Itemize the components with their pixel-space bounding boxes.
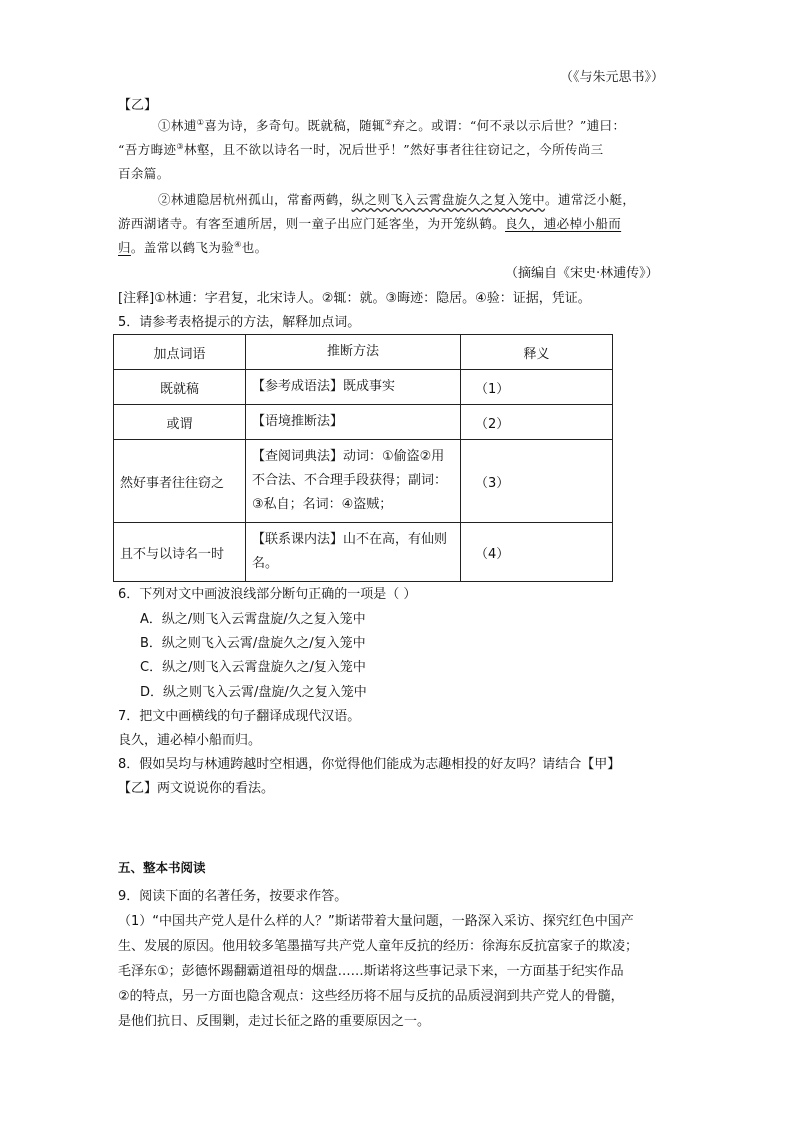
passage-line (158, 116, 625, 134)
question-9-text: （1）“中国共产党人是什么样的人？”斯诺带着大量问题，一路深入采访、探究红色中国产 (118, 914, 634, 929)
method-cell: 【参考成语法】既成事实 (246, 370, 461, 405)
answer-cell: （4） (461, 523, 613, 582)
passage-line: 百余篇。 (118, 166, 170, 181)
passage-line (158, 190, 635, 208)
header-cell: 推断方法 (246, 335, 461, 370)
question-8-cont: 【乙】两文说说你的看法。 (118, 781, 275, 796)
notes: [注释]①林逋：字君复，北宋诗人。②辄：就。③晦迹：隐居。④验：证据，凭证。 (118, 291, 591, 306)
answer-cell: （2） (461, 405, 613, 440)
table-row (114, 440, 613, 523)
text: ②林逋隐居杭州孤山，常畜两鹤， (158, 192, 352, 207)
question-7: 7．把文中画横线的句子翻译成现代汉语。 (118, 709, 361, 724)
table-row (114, 405, 613, 440)
underlined-text: 归 (118, 240, 131, 255)
table-row (114, 370, 613, 405)
option-a: A．纵之/则飞入云霄盘旋/久之复入笼中 (140, 612, 366, 627)
table-row (114, 523, 613, 582)
source-bottom: （摘编自《宋史·林逋传》） (505, 266, 659, 281)
answer-cell: （1） (461, 370, 613, 405)
option-b: B．纵之则飞入云霄/盘旋久之/复入笼中 (140, 636, 366, 651)
word-cell: 或谓 (114, 405, 246, 440)
note-mark: ④ (234, 239, 242, 249)
header-cell: 释义 (461, 335, 613, 370)
note-mark: ③ (176, 141, 184, 151)
note-mark: ① (196, 117, 205, 127)
question-7-sentence: 良久，逋必棹小船而归。 (118, 733, 262, 748)
wavy-underlined-text: 纵之则飞入云霄盘旋久之复入笼中 (351, 192, 546, 207)
source-top: （《与朱元思书》） (560, 70, 665, 85)
question-9-text: 生、发展的原因。他用较多笔墨描写共产党人童年反抗的经历：徐海东反抗富家子的欺凌； (118, 939, 639, 954)
method-cell: 【语境推断法】 (246, 405, 461, 440)
option-c: C．纵之/则飞入云霄盘旋久之/复入笼中 (140, 660, 366, 675)
word-cell: 然好事者往往窃之 (114, 440, 246, 523)
method-table (113, 334, 613, 582)
answer-cell: （3） (461, 440, 613, 523)
text: 也。 (241, 240, 268, 255)
question-9-text: 是他们抗日、反围剿，走过长征之路的重要原因之一。 (118, 1014, 431, 1029)
option-d: D．纵之则飞入云霄/盘旋/久之复入笼中 (140, 685, 367, 700)
table-header-row (114, 335, 613, 370)
question-9-text: 毛泽东①；彭德怀踢翻霸道祖母的烟盘……斯诺将这些事记录下来，一方面基于纪实作品 (118, 964, 624, 979)
underlined-text: 良久，逋必棹小船而 (505, 216, 622, 231)
word-cell: 且不与以诗名一时 (114, 523, 246, 582)
passage-line (118, 238, 268, 256)
question-9: 9．阅读下面的名著任务，按要求作答。 (118, 889, 348, 904)
method-cell: 【查阅词典法】动词：①偷盗②用不合法、不合理手段获得；副词：③私自；名词：④盗贼； (246, 440, 461, 523)
question-5: 5．请参考表格提示的方法，解释加点词。 (118, 315, 361, 330)
text: “吾方晦迹 (118, 142, 177, 157)
question-6: 6．下列对文中画波浪线部分断句正确的一项是（ ） (118, 587, 417, 602)
question-8: 8．假如吴均与林逋跨越时空相遇，你觉得他们能成为志趣相投的好友吗？请结合【甲】 (118, 757, 621, 772)
passage-line (118, 140, 604, 158)
word-cell: 既就稿 (114, 370, 246, 405)
passage-line (118, 214, 621, 232)
text: ①林逋 (158, 118, 197, 133)
text: 弃之。或谓：“何不录以示后世？”逋曰： (392, 118, 626, 133)
method-cell: 【联系课内法】山不在高，有仙则名。 (246, 523, 461, 582)
text: 。逋常泛小艇， (545, 192, 636, 207)
text: 游西湖诸寺。有客至逋所居，则一童子出应门延客坐，为开笼纵鹤。 (118, 216, 506, 231)
yi-label: 【乙】 (118, 98, 158, 113)
text: 林壑，且不欲以诗名一时，况后世乎！”然好事者往往窃记之，今所传尚三 (183, 142, 604, 157)
text: 喜为诗，多奇句。既就稿，随辄 (204, 118, 385, 133)
header-cell: 加点词语 (114, 335, 246, 370)
text: 。盖常以鹤飞为验 (130, 240, 235, 255)
question-9-text: ②的特点，另一方面也隐含观点：这些经历将不屈与反抗的品质浸润到共产党人的骨髓， (118, 989, 624, 1004)
note-mark: ② (384, 117, 393, 127)
section-title: 五、整本书阅读 (118, 860, 206, 875)
